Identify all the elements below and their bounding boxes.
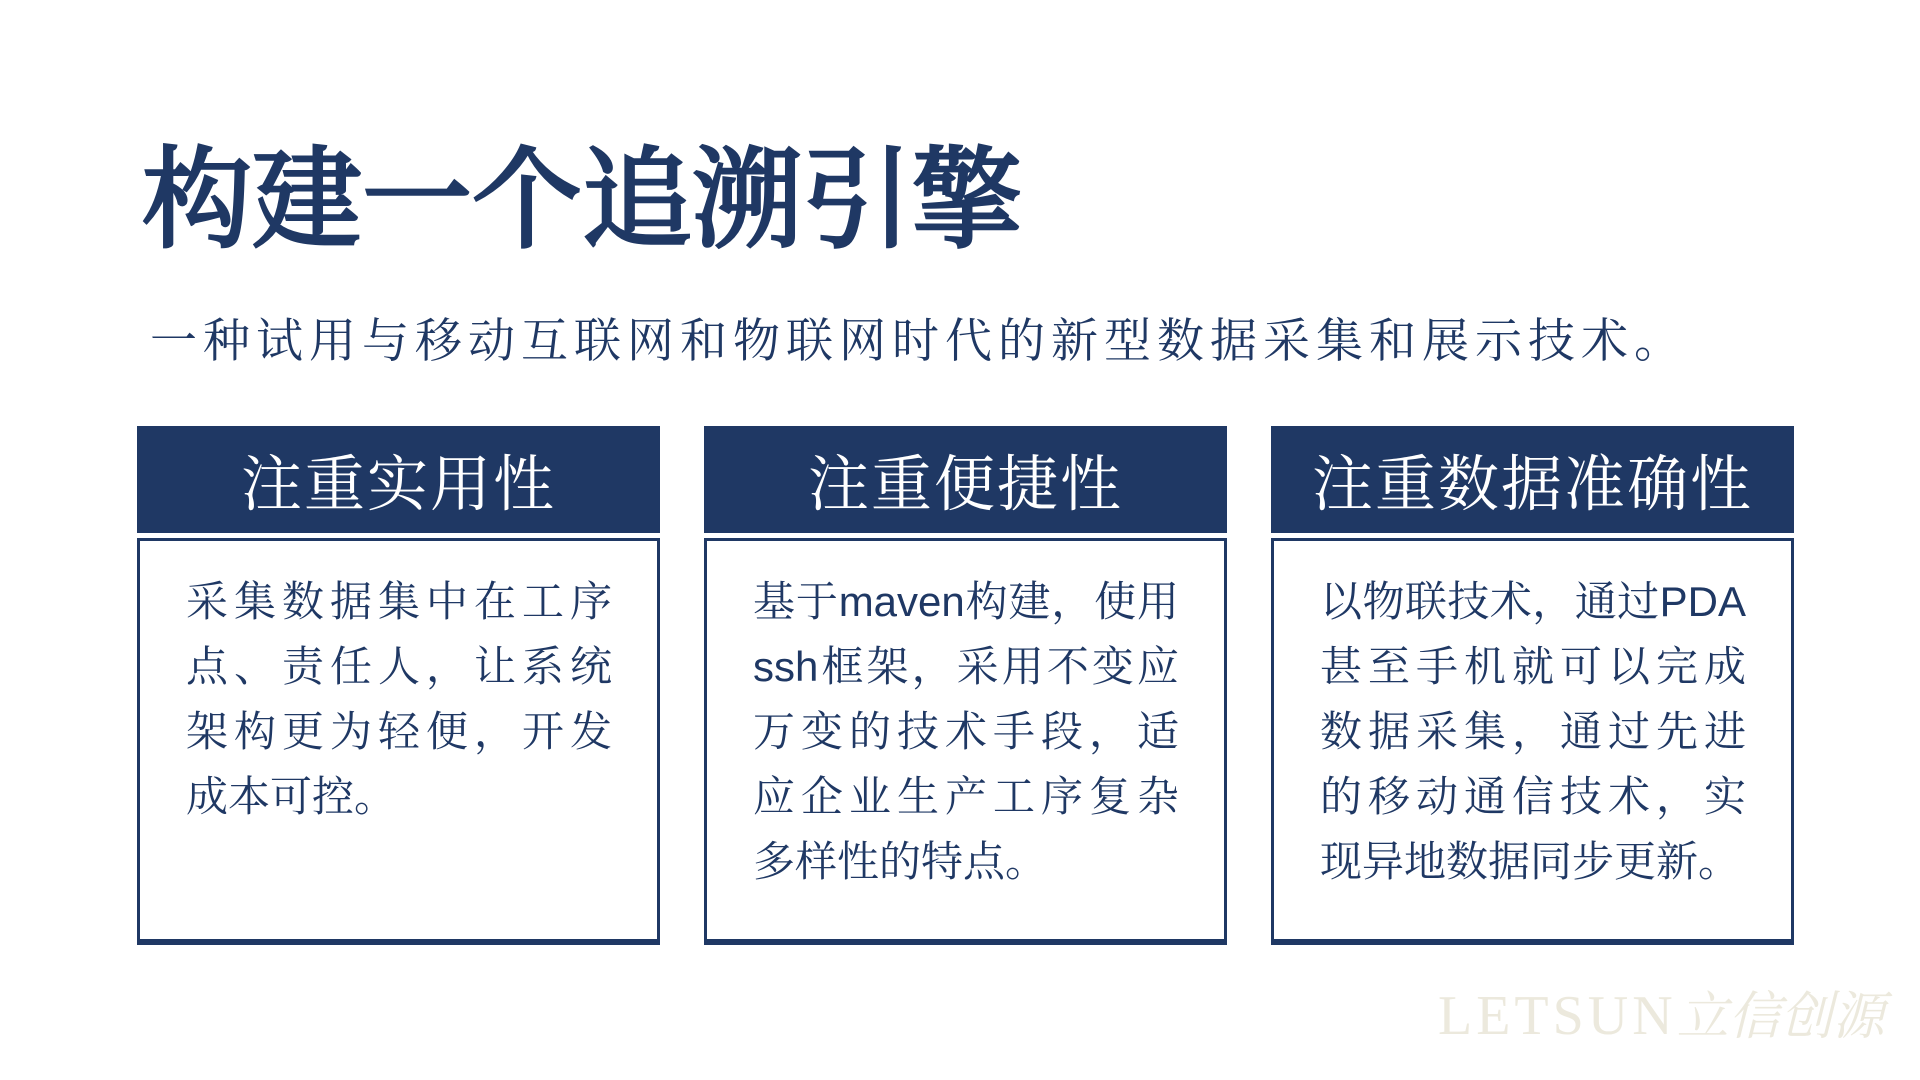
card-header [1271,426,1794,533]
body-line: 甚至手机就可以完成 [1320,643,1746,690]
watermark-latin-text: LETSUN [1438,985,1677,1047]
body-line: 以物联技术，通过PDA [1320,578,1746,625]
body-line: 架构更为轻便，开发 [186,708,612,755]
feature-card-data-accuracy [1271,426,1794,945]
body-line: 数据采集，通过先进 [1320,708,1746,755]
page-subtitle: 一种试用与移动互联网和物联网时代的新型数据采集和展示技术。 [150,314,1687,367]
body-line: 万变的技术手段，适 [753,708,1179,755]
watermark-cjk-text: 立信创源 [1676,989,1885,1046]
card-header-label: 注重实用性 [240,450,556,518]
card-header-label: 注重数据准确性 [1311,450,1753,518]
body-line: 现异地数据同步更新。 [1320,838,1741,885]
feature-card-convenience [704,426,1227,945]
card-body [1271,538,1794,945]
body-line: ssh框架，采用不变应 [753,643,1179,690]
feature-cards [137,426,1794,945]
body-line: 成本可控。 [186,773,397,820]
card-header [137,426,660,533]
card-header [704,426,1227,533]
page-title: 构建一个追溯引擎 [142,139,1022,262]
feature-card-practicality [137,426,660,945]
card-header-label: 注重便捷性 [807,450,1123,518]
card-body [704,538,1227,945]
body-line: 应企业生产工序复杂 [753,773,1179,820]
body-line: 基于maven构建，使用 [753,578,1179,625]
card-body [137,538,660,945]
body-line: 的移动通信技术，实 [1320,773,1746,820]
body-line: 多样性的特点。 [753,838,1048,885]
body-line: 采集数据集中在工序 [186,578,612,625]
body-line: 点、责任人，让系统 [186,643,612,690]
letsun-watermark-logo [1438,985,1885,1047]
